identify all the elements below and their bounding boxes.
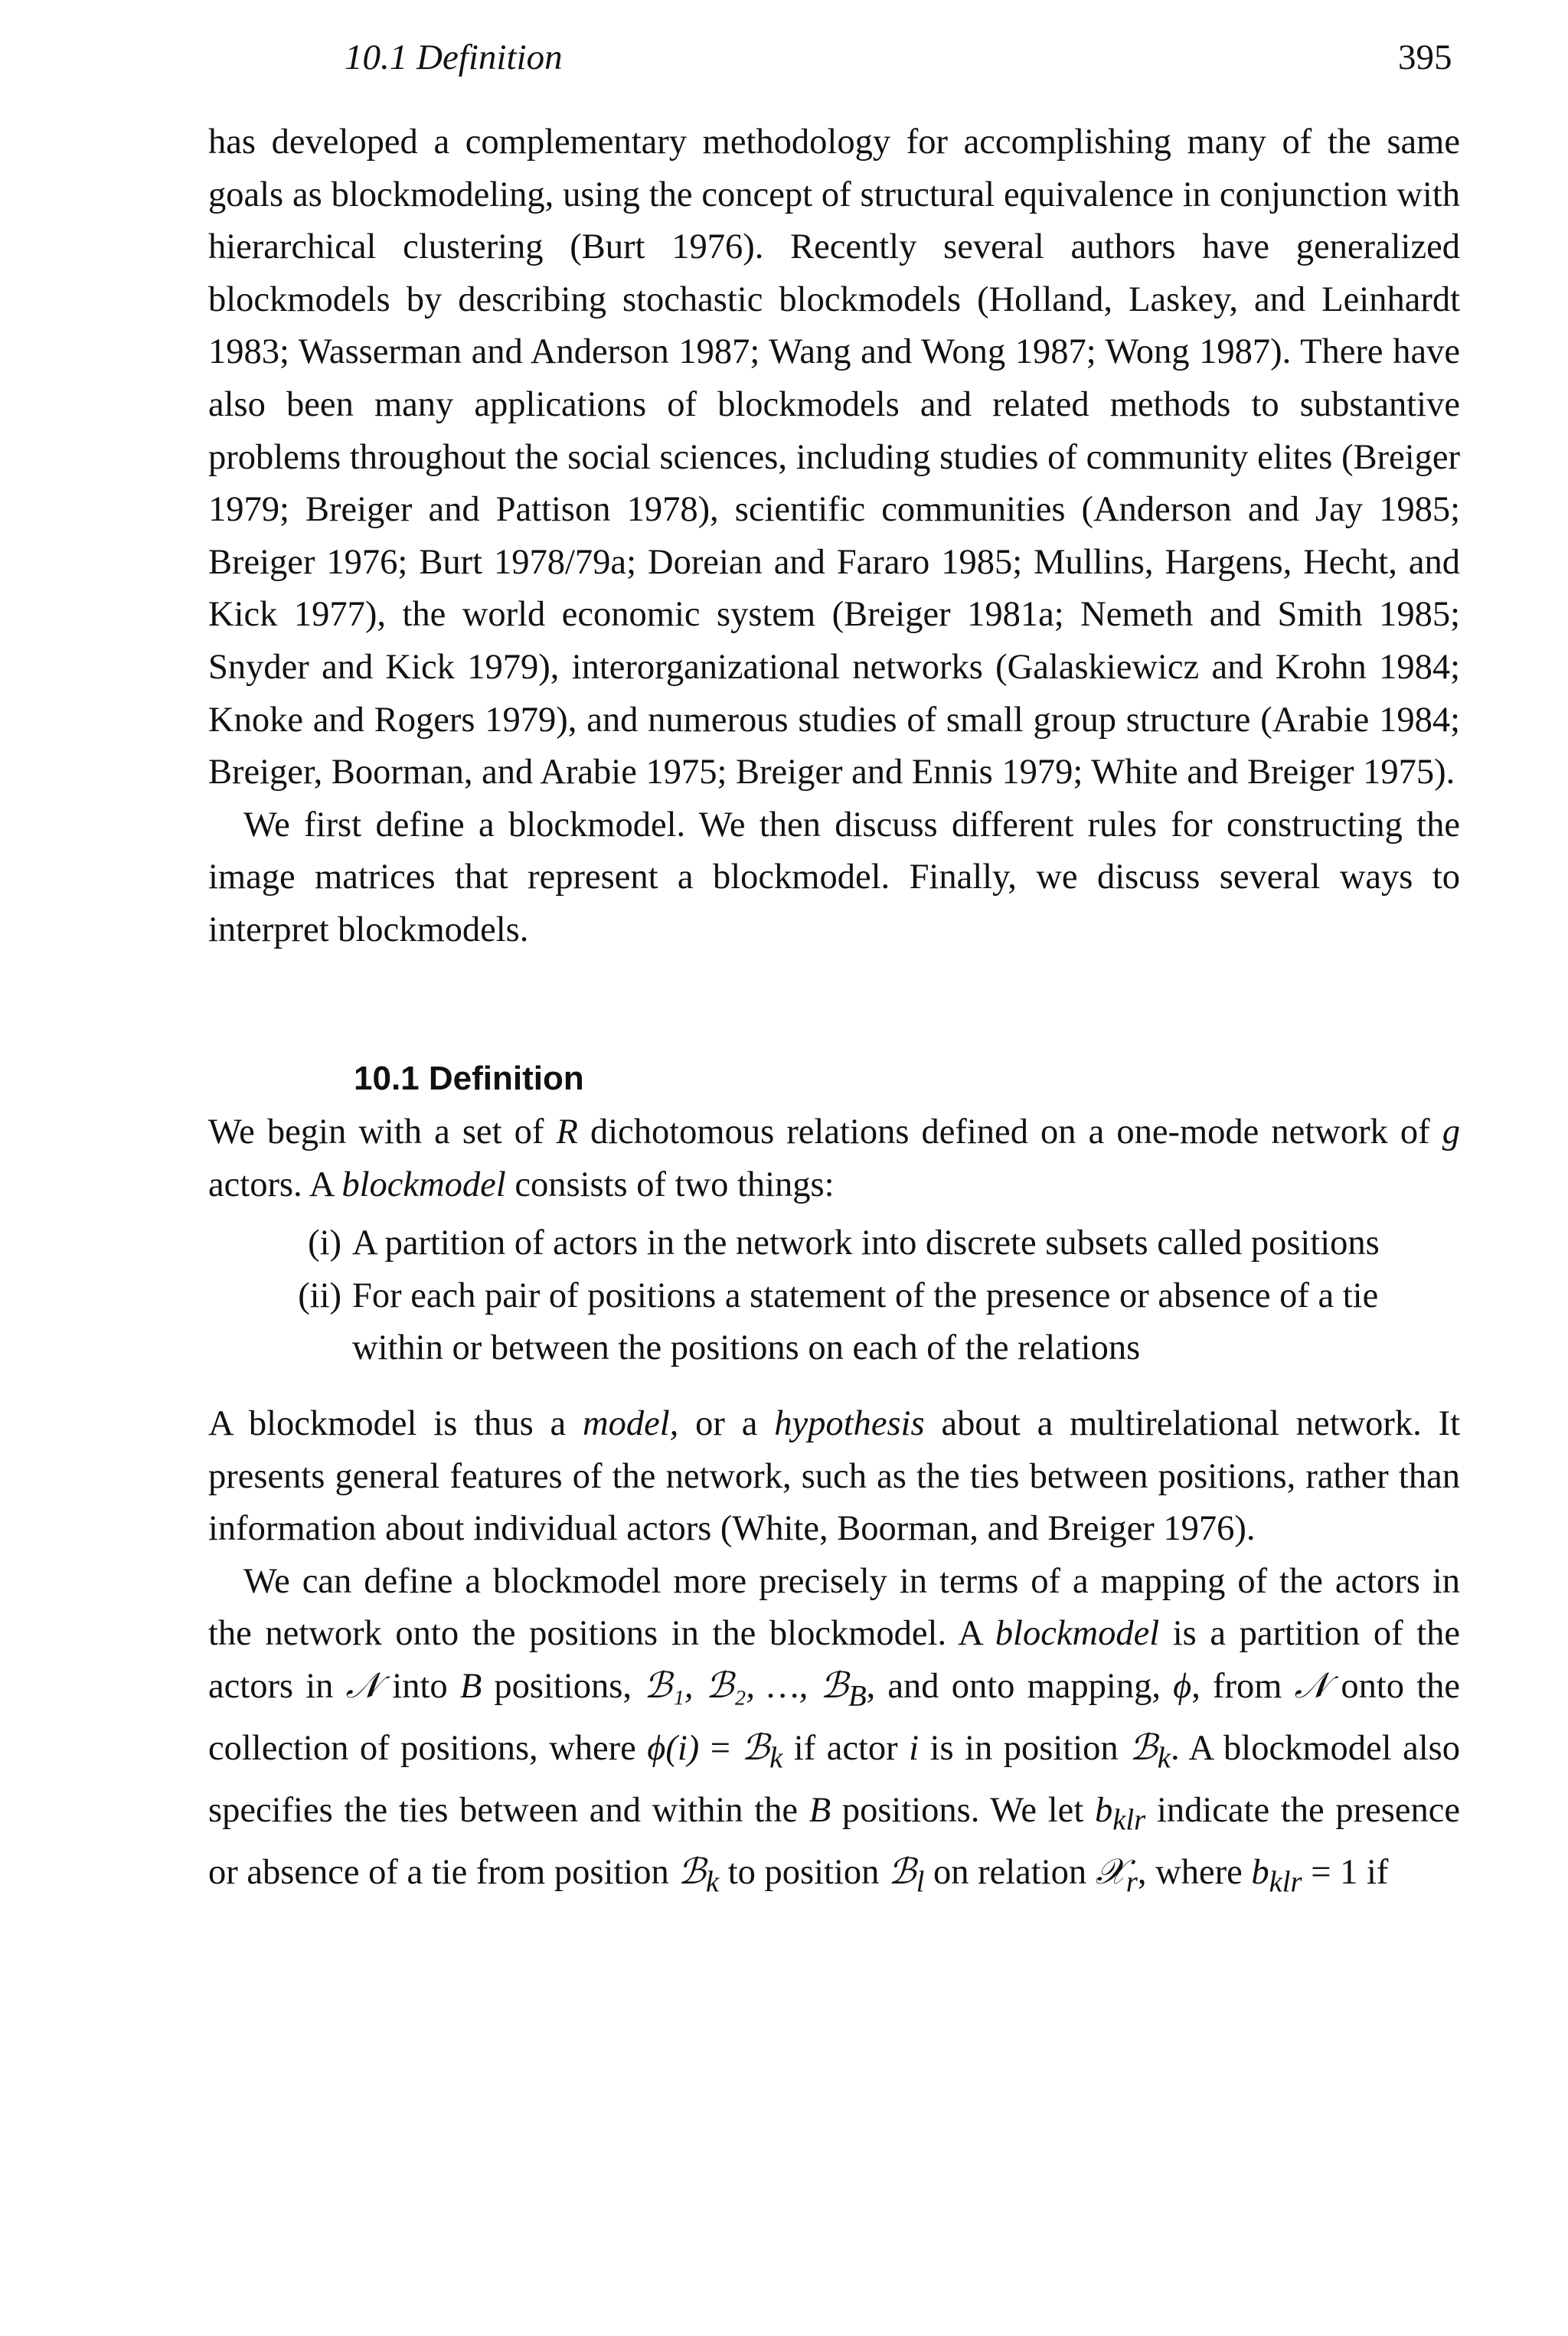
text-run: if actor [782,1728,910,1768]
emphasis-model: model, [583,1404,679,1444]
text-run: dichotomous relations defined on a one-mode network of [577,1112,1442,1152]
text-run: is a partition of the actors in [208,1614,1460,1707]
text-run: = [699,1728,742,1768]
list-item [208,1270,1460,1375]
math-var-B: B [459,1667,482,1707]
math-subscript: l [916,1865,925,1898]
list-marker: (i) [308,1224,341,1263]
text-run: = 1 if [1302,1852,1389,1892]
text-run: positions. We let [831,1790,1095,1830]
text-run: is in position [919,1728,1130,1768]
definition-paragraph-2 [208,1398,1460,1556]
math-position-symbol: ℬ [678,1852,706,1892]
text-run: positions, [482,1667,645,1707]
emphasis-blockmodel: blockmodel [341,1165,506,1204]
text-run: consists of two things: [505,1165,835,1204]
math-var-R: R [556,1112,578,1152]
page-header [0,37,1568,98]
math-position-symbol: ℬ [888,1852,916,1892]
text-run: on relation [924,1852,1096,1892]
text-run: actors. A [208,1165,342,1204]
emphasis-blockmodel: blockmodel [995,1614,1160,1654]
math-position-symbol: ℬ [1129,1728,1158,1768]
math-position-symbol: ℬ [741,1728,770,1768]
text-run: , from [1191,1667,1295,1707]
math-subscript: klr [1269,1865,1302,1898]
list-item [208,1217,1460,1270]
list-marker: (ii) [298,1276,341,1315]
math-symbol-N: 𝒩 [1294,1667,1329,1707]
text-run: A blockmodel is thus a [208,1404,583,1444]
intro-paragraph-2: We first define a blockmodel. We then discuss different rules for constructing the image matrices that represent a blockmodel. Finally, we discuss several ways to interpret blockmodels. [208,805,1460,949]
running-head: 10.1 Definition [345,38,563,77]
text-run: onto the collection of positions, where [208,1667,1460,1768]
math-phi-i: ϕ(i) [647,1728,700,1768]
text-run: or a [678,1404,775,1444]
list-item-text: For each pair of positions a statement of the presence or absence of a tie within or between the positions on each of the relations [352,1276,1379,1368]
text-run: into [380,1667,460,1707]
text-run: about a multirelational network. It presents general features of the network, such as the ties between positions, rather than information about individual actors (White, Boorman, and Breiger 1976). [208,1404,1460,1549]
definition-paragraph-3 [208,1556,1460,1909]
math-subscript: k [1157,1741,1171,1775]
text-run: We begin with a set of [208,1112,557,1152]
list-item-text: A partition of actors in the network into discrete subsets called positions [352,1224,1380,1263]
intro-paragraph-1: has developed a complementary methodology for accomplishing many of the same goals as blockmodeling, using the concept of structural equivalence in conjunction with hierarchical clustering (Burt 1976). Recently several authors have generalized blockmodels by describing stochastic blockmodels (Holland, Laskey, and Leinhardt 1983; Wasserman and Anderson 1987; Wang and Wong 1987; Wong 1987). There have also been many applications of blockmodels and related methods to substantive problems throughout the social sciences, including studies of community elites (Breiger 1979; Breiger and Pattison 1978), scientific communities (Anderson and Jay 1985; Breiger 1976; Burt 1978/79a; Doreian and Fararo 1985; Mullins, Hargens, Hecht, and Kick 1977), the world economic system (Breiger 1981a; Nemeth and Smith 1985; Snyder and Kick 1979), interorganizational networks (Galaskiewicz and Krohn 1984; Knoke and Rogers 1979), and numerous studies of small group structure (Arabie 1984; Breiger, Boorman, and Arabie 1975; Breiger and Ennis 1979; White and Breiger 1975). [208,123,1460,792]
math-subscript: klr [1112,1803,1146,1837]
math-var-i: i [909,1728,920,1768]
math-relation-symbol: 𝒳 [1095,1852,1126,1892]
definition-paragraph-1 [208,1106,1460,1211]
text-run: . A blockmodel also specifies the ties between and within the [208,1728,1460,1830]
math-subscript: k [769,1741,783,1775]
math-var-b: b [1094,1790,1113,1830]
text-run: indicate the presence or absence of a tie from position [208,1790,1460,1892]
math-subscript: r [1125,1865,1138,1898]
math-subscript: B [848,1679,867,1713]
definition-list [208,1217,1460,1375]
emphasis-hypothesis: hypothesis [774,1404,925,1444]
page-body [208,116,1460,1909]
page-number: 395 [1398,38,1452,77]
math-positions: ℬ₁, ℬ₂, …, ℬ [644,1667,848,1707]
math-var-b: b [1251,1852,1269,1892]
section-heading: 10.1 Definition [354,1059,584,1097]
text-run: , and onto mapping, [866,1667,1174,1707]
math-var-g: g [1442,1112,1460,1152]
math-subscript: k [705,1865,720,1898]
math-symbol-N: 𝒩 [345,1667,381,1707]
text-run: to position [719,1852,889,1892]
math-var-B: B [808,1790,831,1830]
text-run: , where [1137,1852,1252,1892]
text-run: We can define a blockmodel more precisely in terms of a mapping of the actors in the network onto the positions in the blockmodel. A [208,1561,1460,1654]
math-phi: ϕ [1173,1667,1192,1707]
